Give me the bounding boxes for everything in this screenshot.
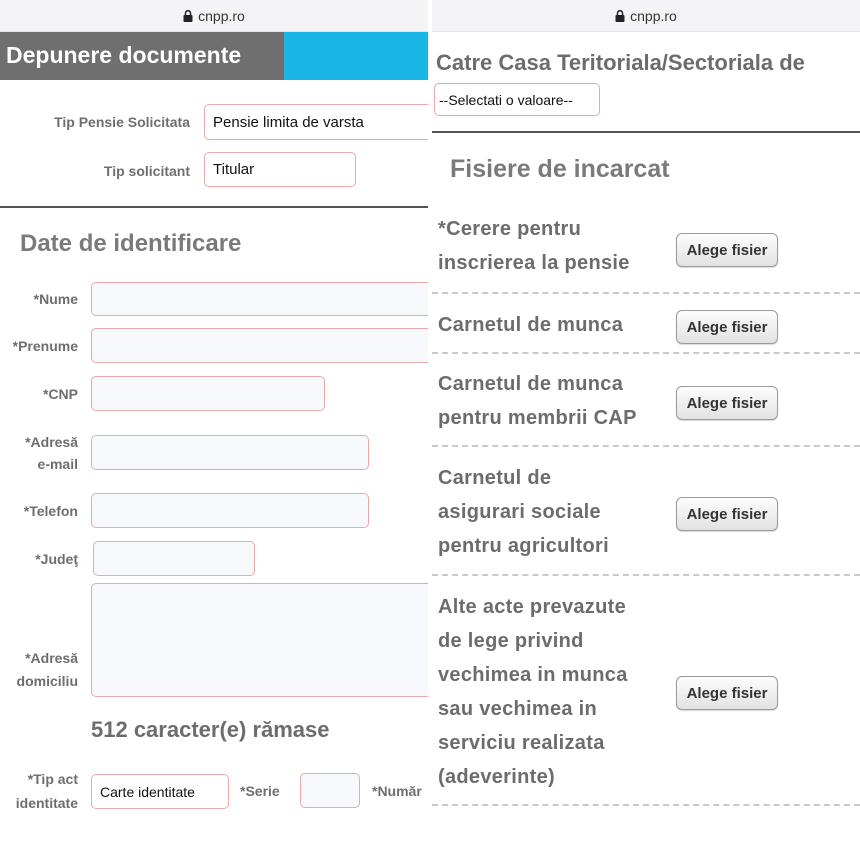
numar-label: *Număr — [372, 783, 422, 799]
address-bar[interactable] — [0, 0, 428, 32]
upload-row-alte-acte — [432, 576, 860, 806]
left-screen — [0, 0, 428, 860]
choose-file-button[interactable]: Alege fisier — [676, 386, 778, 420]
tip-act-select[interactable]: Carte identitate — [91, 774, 229, 809]
domiciliu-textarea[interactable] — [91, 583, 428, 697]
upload-row-asigurari-agricultori — [432, 447, 860, 576]
telefon-label: *Telefon — [23, 503, 78, 519]
email-input[interactable] — [91, 435, 369, 470]
label-line: Alte acte prevazute — [438, 596, 626, 618]
choose-file-button[interactable]: Alege fisier — [676, 310, 778, 344]
label-line: de lege privind — [438, 630, 584, 652]
tip-act-label-line2: identitate — [15, 795, 78, 811]
serie-input[interactable] — [300, 773, 360, 808]
section-divider — [0, 206, 428, 208]
domain-text: cnpp.ro — [198, 7, 245, 24]
nume-label: *Nume — [33, 291, 78, 307]
upload-row-carnet-munca — [432, 294, 860, 354]
email-label-line2: e-mail — [37, 456, 78, 472]
character-counter: 512 caracter(e) rămase — [91, 717, 330, 742]
tip-solicitant-label: Tip solicitant — [103, 163, 190, 179]
label-line: Carnetul de — [438, 467, 552, 489]
cnp-label: *CNP — [42, 386, 78, 402]
right-screen — [432, 0, 860, 860]
tip-solicitant-select[interactable]: Titular — [204, 152, 356, 187]
prenume-input[interactable] — [91, 328, 428, 363]
label-line: asigurari sociale — [438, 501, 601, 523]
cnp-input[interactable] — [91, 376, 325, 411]
telefon-input[interactable] — [91, 493, 369, 528]
tip-act-label-line1: *Tip act — [27, 771, 78, 787]
label-line: Carnetul de munca — [438, 373, 624, 395]
choose-file-button[interactable]: Alege fisier — [676, 676, 778, 710]
label-line: vechimea in munca — [438, 664, 628, 686]
page-title: Depunere documente — [0, 32, 284, 80]
label-line: (adeverinte) — [438, 766, 555, 788]
email-label-line1: *Adresă — [25, 434, 78, 450]
upload-label — [438, 367, 637, 435]
header-accent — [284, 32, 428, 80]
domiciliu-label-line1: *Adresă — [25, 650, 78, 666]
upload-label — [438, 308, 623, 342]
choose-file-button[interactable]: Alege fisier — [676, 233, 778, 267]
upload-label — [438, 212, 630, 280]
tip-pensie-select[interactable]: Pensie limita de varsta — [204, 104, 428, 140]
prenume-label: *Prenume — [12, 338, 78, 354]
choose-file-button[interactable]: Alege fisier — [676, 497, 778, 531]
label-line: inscrierea la pensie — [438, 252, 630, 274]
address-bar[interactable] — [432, 0, 860, 32]
files-section-title: Fisiere de incarcat — [450, 155, 670, 183]
upload-label — [438, 590, 628, 794]
label-line: Carnetul de munca — [438, 314, 624, 336]
domain-text: cnpp.ro — [630, 7, 677, 24]
nume-input[interactable] — [91, 282, 428, 316]
label-line: *Cerere pentru — [438, 218, 582, 240]
serie-label: *Serie — [240, 783, 280, 799]
page-header — [0, 32, 428, 80]
upload-label — [438, 461, 609, 563]
lock-icon — [183, 10, 193, 22]
upload-row-cerere — [432, 208, 860, 294]
label-line: pentru agricultori — [438, 535, 609, 557]
domiciliu-label-line2: domiciliu — [16, 673, 78, 689]
section-divider — [432, 131, 860, 133]
casa-select[interactable]: --Selectati o valoare-- — [434, 83, 600, 116]
tip-pensie-label: Tip Pensie Solicitata — [54, 114, 190, 130]
label-line: pentru membrii CAP — [438, 407, 637, 429]
label-line: sau vechimea in — [438, 698, 598, 720]
lock-icon — [615, 10, 625, 22]
label-line: serviciu realizata — [438, 732, 605, 754]
identification-section-title: Date de identificare — [20, 230, 242, 257]
casa-heading: Catre Casa Teritoriala/Sectoriala de — [436, 50, 805, 75]
judet-input[interactable] — [93, 541, 255, 576]
judet-label: *Judeţ — [35, 551, 78, 567]
upload-row-carnet-cap — [432, 354, 860, 447]
